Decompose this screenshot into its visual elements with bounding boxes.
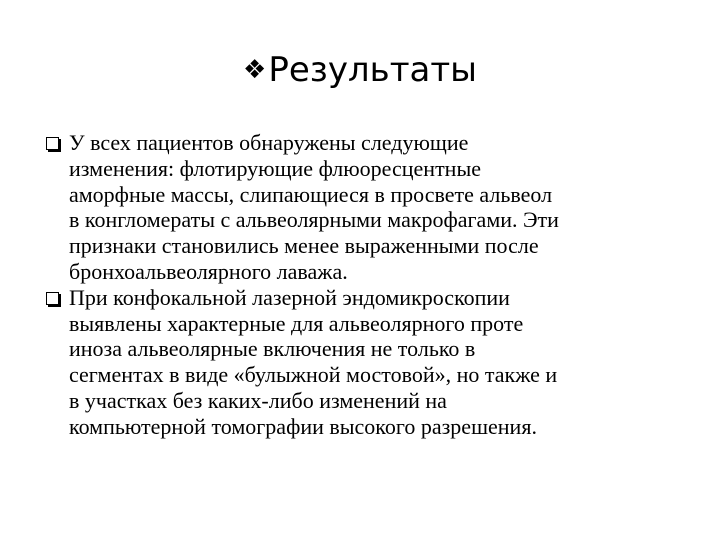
bullet-item-1 [46,130,686,285]
text-line: бронхоальвеолярного лаважа. [69,258,348,284]
text-line: сегментах в виде «булыжной мостовой», но также и [69,362,558,388]
text-line: При конфокальной лазерной эндомикроскопии [69,284,510,310]
bullet-item-2 [46,285,686,440]
text-line: в участках без каких-либо изменений на [69,387,447,413]
slide-title [0,46,720,94]
text-line: выявлены характерные для альвеолярного проте [69,310,524,336]
bullet-list [46,130,686,440]
text-line: У всех пациентов обнаружены следующие [69,130,469,155]
square-bullet-icon [46,137,59,150]
diamond-bullet-icon: ❖ [243,55,267,85]
text-line: аморфные массы, слипающиеся в просвете альвеол [69,181,553,207]
square-bullet-icon [46,292,59,305]
text-line: компьютерной томографии высокого разрешения. [69,413,537,439]
text-line: иноза альвеолярные включения не только в [69,336,476,362]
text-line: в конгломераты с альвеолярными макрофагами. Эти [69,207,559,233]
text-line: изменения: флотирующие флюоресцентные [69,155,482,181]
slide-title-text: Результаты [268,50,477,90]
text-line: признаки становились менее выраженными после [69,233,539,259]
